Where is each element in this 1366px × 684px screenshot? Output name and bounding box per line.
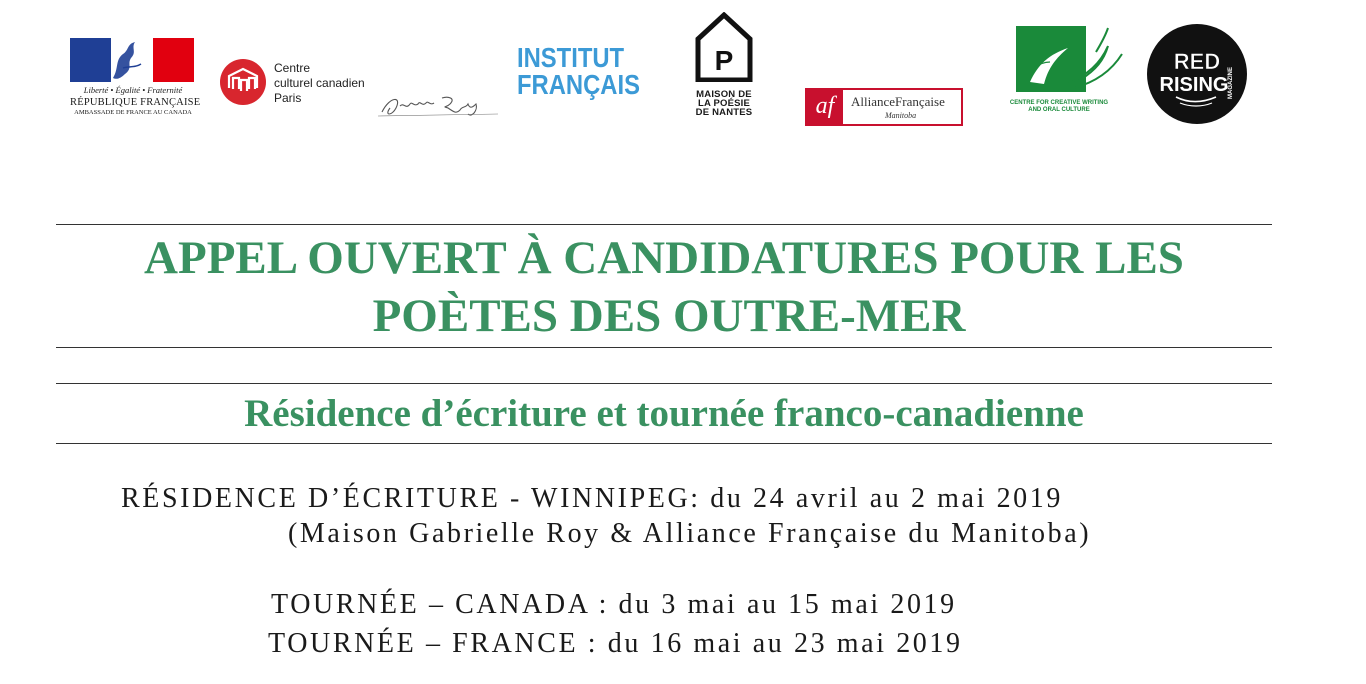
af-mark: af [807,90,843,124]
rr-line1: RED [1173,49,1221,74]
embassy-name: AMBASSADE DE FRANCE AU CANADA [74,109,192,116]
residence-dates: RÉSIDENCE D’ÉCRITURE - WINNIPEG: du 24 avril au 2 mai 2019 [121,483,1063,514]
maison-gabrielle-roy-signature [376,92,500,126]
institut-line1: INSTITUT [517,42,625,73]
quill-icon [1004,24,1128,100]
ccc-line1: Centre [274,61,311,75]
alliance-francaise-logo [805,88,963,126]
maison-poesie-nantes-logo [692,12,756,116]
subtitle: Résidence d’écriture et tournée franco-canadienne [244,392,1084,435]
title-rule-top [56,224,1272,225]
af-sub: Manitoba [885,111,917,120]
title-rule-bottom [56,347,1272,348]
title-line1: APPEL OUVERT À CANDIDATURES POUR LES [144,232,1184,284]
af-name: AllianceFrançaise [851,94,945,109]
mpn-letter: P [714,45,734,76]
ccw-line1: CENTRE FOR CREATIVE WRITING [1009,100,1109,106]
ccc-line2: culturel canadien [274,76,365,90]
ccc-line3: Paris [274,91,302,105]
rr-side: MAGAZINE [1228,67,1234,99]
ccc-emblem-icon [220,58,268,106]
ccw-line2: AND ORAL CULTURE [1028,107,1090,113]
tour-france-dates: TOURNÉE – FRANCE : du 16 mai au 23 mai 2019 [268,628,963,659]
mpn-line3: DE NANTES [695,107,753,118]
republique-motto: Liberté • Égalité • Fraternité [83,85,183,95]
subtitle-rule-top [56,383,1272,384]
marianne-flag-icon [70,38,194,82]
red-rising-logo [1146,23,1248,125]
centre-culturel-canadien-logo [220,58,380,110]
rr-line2: RISING [1159,74,1229,96]
institut-line2: FRANÇAIS [517,69,640,100]
title-line2: POÈTES DES OUTRE-MER [372,290,966,342]
subtitle-rule-bottom [56,443,1272,444]
republique-francaise-logo [70,38,201,124]
house-p-icon [692,12,756,82]
mpn-line2: LA POÉSIE [697,98,751,109]
republique-name: RÉPUBLIQUE FRANÇAISE [70,97,201,108]
residence-hosts: (Maison Gabrielle Roy & Alliance Française du Manitoba) [288,518,1092,549]
creative-writing-logo [1004,24,1134,120]
institut-francais-logo [517,44,657,104]
tour-canada-dates: TOURNÉE – CANADA : du 3 mai au 15 mai 2019 [271,589,957,620]
mpn-line1: MAISON DE [696,89,752,100]
